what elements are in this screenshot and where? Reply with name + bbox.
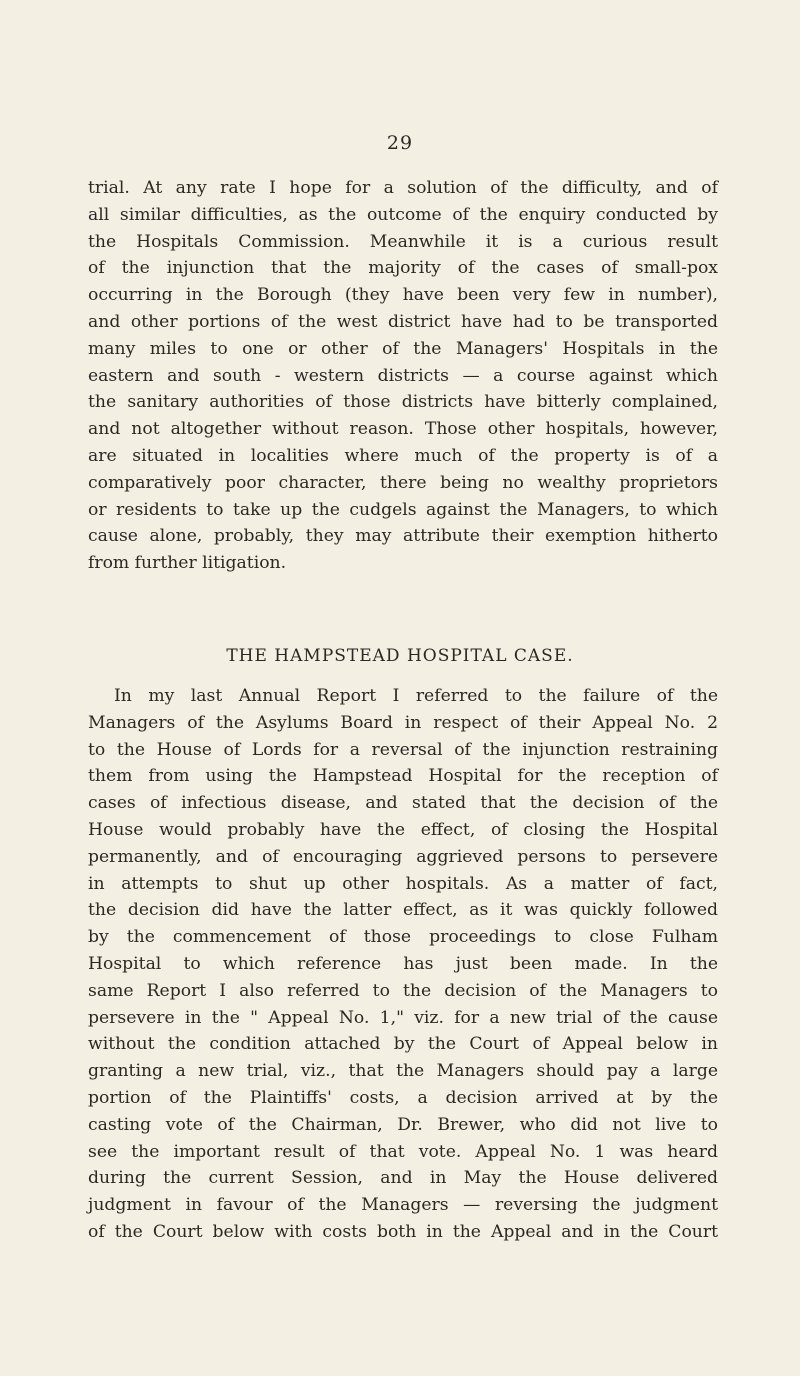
text-line: portion of the Plaintiffs' costs, a decision arrived at by the <box>88 1087 718 1108</box>
page-number: 29 <box>386 132 414 154</box>
text-line: cause alone, probably, they may attribute their exemption hitherto <box>88 526 718 547</box>
text-line: occurring in the Borough (they have been very few in number), <box>88 285 718 306</box>
text-line: eastern and south - western districts — a course against which <box>88 365 718 386</box>
text-line: by the commencement of those proceedings to close Fulham <box>88 927 718 948</box>
text-line: judgment in favour of the Managers — reversing the judgment <box>88 1195 718 1216</box>
text-line: of the Court below with costs both in the Appeal and in the Court <box>88 1221 718 1242</box>
text-line: of the injunction that the majority of the cases of small-pox <box>88 258 718 279</box>
text-line: in attempts to shut up other hospitals. As a matter of fact, <box>88 873 718 894</box>
text-line: the Hospitals Commission. Meanwhile it is a curious result <box>88 231 718 252</box>
text-line: comparatively poor character, there being no wealthy proprietors <box>88 472 718 493</box>
text-line: House would probably have the effect, of closing the Hospital <box>88 819 718 840</box>
text-line: cases of infectious disease, and stated that the decision of the <box>88 793 718 814</box>
text-line: all similar difficulties, as the outcome of the enquiry conducted by <box>88 204 718 225</box>
text-line: from further litigation. <box>88 553 287 574</box>
text-line: to the House of Lords for a reversal of the injunction restraining <box>88 739 718 760</box>
text-line: and other portions of the west district have had to be transported <box>88 311 718 332</box>
text-line: are situated in localities where much of the property is of a <box>88 445 718 466</box>
text-line: granting a new trial, viz., that the Managers should pay a large <box>88 1061 718 1082</box>
text-line: without the condition attached by the Court of Appeal below in <box>88 1034 718 1055</box>
text-line: during the current Session, and in May the House delivered <box>88 1168 718 1189</box>
text-line: permanently, and of encouraging aggrieved persons to persevere <box>88 846 718 867</box>
text-line: the sanitary authorities of those districts have bitterly complained, <box>88 392 718 413</box>
text-line: or residents to take up the cudgels against the Managers, to which <box>88 499 718 520</box>
text-line: many miles to one or other of the Managers' Hospitals in the <box>88 338 718 359</box>
text-line: the decision did have the latter effect, as it was quickly followed <box>88 900 718 921</box>
text-line: persevere in the " Appeal No. 1," viz. for a new trial of the cause <box>88 1007 718 1028</box>
paragraph-hampstead <box>88 683 718 1246</box>
paragraph-continuation <box>88 175 718 577</box>
text-line: Hospital to which reference has just been made. In the <box>88 953 718 974</box>
text-line: them from using the Hampstead Hospital for the reception of <box>88 766 718 787</box>
text-line: see the important result of that vote. Appeal No. 1 was heard <box>88 1141 718 1162</box>
text-line: trial. At any rate I hope for a solution of the difficulty, and of <box>88 178 718 198</box>
text-line: casting vote of the Chairman, Dr. Brewer, who did not live to <box>88 1114 718 1135</box>
text-line: Managers of the Asylums Board in respect of their Appeal No. 2 <box>88 712 718 733</box>
section-heading: THE HAMPSTEAD HOSPITAL CASE. <box>226 646 574 666</box>
text-line: same Report I also referred to the decision of the Managers to <box>88 980 718 1001</box>
text-line: and not altogether without reason. Those other hospitals, however, <box>88 419 718 440</box>
text-line: In my last Annual Report I referred to the failure of the <box>114 686 718 706</box>
